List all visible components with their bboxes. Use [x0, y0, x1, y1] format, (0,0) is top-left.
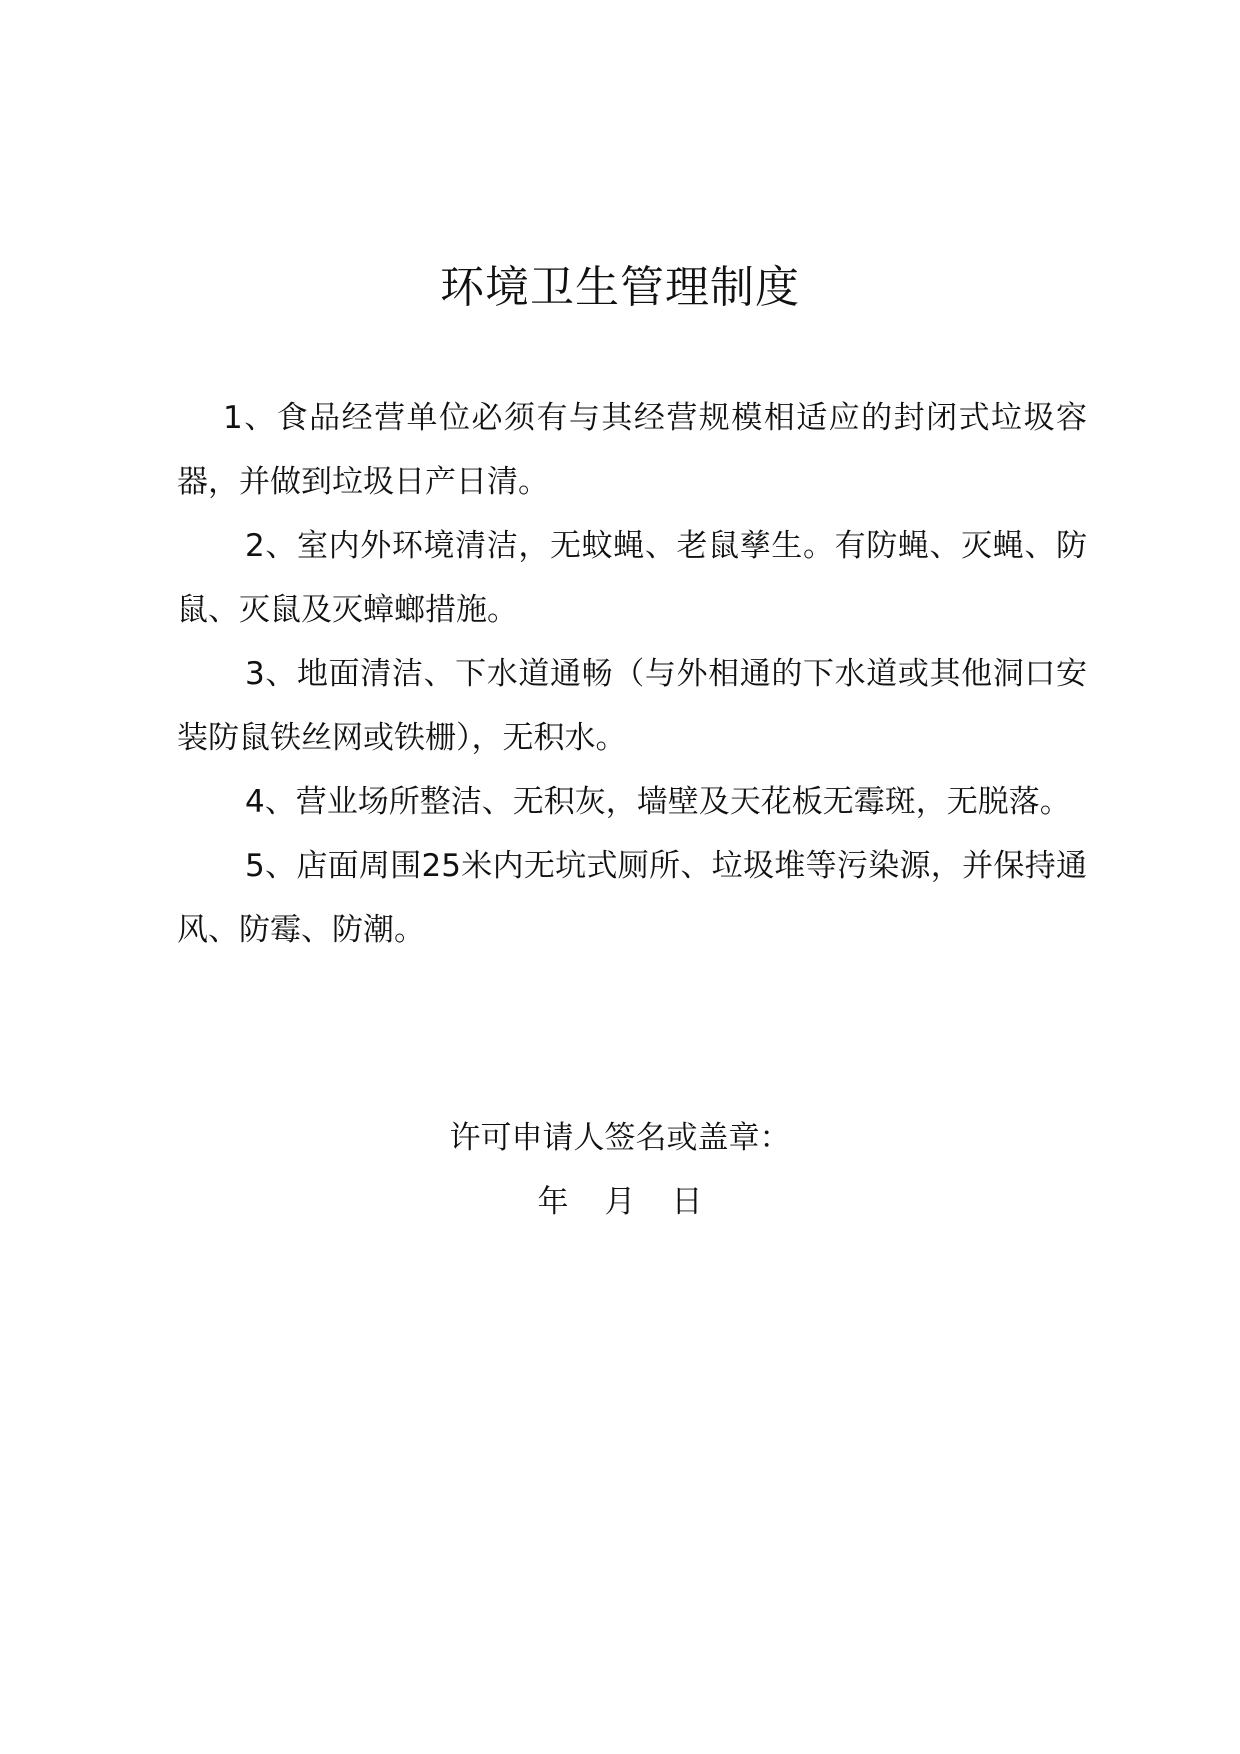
rule-paragraph-1: 1、食品经营单位必须有与其经营规模相适应的封闭式垃圾容器，并做到垃圾日产日清。: [177, 400, 1087, 500]
date-day: 日: [671, 1184, 703, 1220]
rule-paragraph-3: 3、地面清洁、下水道通畅（与外相通的下水道或其他洞口安装防鼠铁丝网或铁栅），无积水。: [177, 656, 1087, 756]
date-line: [0, 1170, 1240, 1234]
signature-block: [0, 1106, 1240, 1234]
document-body: [177, 386, 1087, 962]
signature-label: 许可申请人签名或盖章：: [449, 1120, 791, 1156]
rule-paragraph-5: 5、店面周围25米内无坑式厕所、垃圾堆等污染源，并保持通风、防霉、防潮。: [177, 848, 1087, 948]
date-year: 年: [537, 1184, 569, 1220]
date-month: 月: [604, 1184, 636, 1220]
rule-paragraph-2: 2、室内外环境清洁，无蚊蝇、老鼠孳生。有防蝇、灭蝇、防鼠、灭鼠及灭蟑螂措施。: [177, 528, 1087, 628]
rule-paragraph-4: 4、营业场所整洁、无积灰，墙壁及天花板无霉斑，无脱落。: [245, 784, 1071, 820]
document-title: 环境卫生管理制度: [440, 262, 800, 313]
